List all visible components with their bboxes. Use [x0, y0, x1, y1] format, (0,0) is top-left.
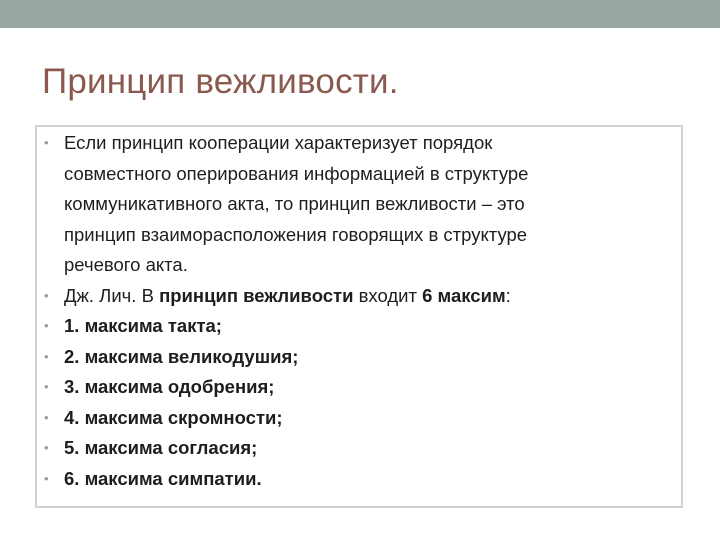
- maxim-text: 3. максима одобрения;: [64, 376, 275, 397]
- intro-bold-count: 6 максим: [422, 284, 506, 306]
- paragraph-line: речевого акта.: [64, 254, 188, 275]
- slide-title: Принцип вежливости.: [42, 62, 399, 101]
- bullet-icon: •: [44, 135, 49, 150]
- bullet-icon: •: [44, 348, 49, 364]
- intro-bold-term: принцип вежливости: [159, 284, 354, 306]
- list-item-maxim: [44, 311, 680, 342]
- list-item-maxim: [44, 403, 680, 434]
- intro-suffix: :: [505, 284, 511, 306]
- bullet-icon: •: [44, 318, 49, 333]
- paragraph-line: принцип взаиморасположения говорящих в структуре: [64, 223, 528, 245]
- maxim-text: 4. максима скромности;: [64, 406, 283, 428]
- list-item-intro: [44, 281, 680, 312]
- top-accent-band: [0, 0, 720, 28]
- list-item-definition: [44, 128, 680, 281]
- maxim-text: 6. максима симпатии.: [64, 467, 262, 489]
- bullet-icon: •: [44, 287, 49, 303]
- maxim-text: 2. максима великодушия;: [64, 345, 299, 367]
- intro-prefix: Дж. Лич. В: [64, 284, 160, 306]
- list-item-maxim: [44, 464, 680, 495]
- paragraph-line: совместного оперирования информацией в структуре: [64, 162, 529, 184]
- list-item-maxim: [44, 342, 680, 373]
- bullet-icon: •: [44, 440, 49, 455]
- bullet-icon: •: [44, 379, 49, 394]
- paragraph-line: коммуникативного акта, то принцип вежливости – это: [64, 193, 525, 214]
- bullet-icon: •: [44, 470, 49, 486]
- maxim-text: 5. максима согласия;: [64, 437, 258, 458]
- list-item-maxim: [44, 433, 680, 464]
- paragraph-line: Если принцип кооперации характеризует порядок: [64, 132, 493, 153]
- list-item-maxim: [44, 372, 680, 403]
- bullet-icon: •: [44, 409, 49, 425]
- intro-middle: входит: [353, 284, 423, 306]
- bullet-list: [44, 128, 680, 494]
- maxim-text: 1. максима такта;: [64, 315, 222, 336]
